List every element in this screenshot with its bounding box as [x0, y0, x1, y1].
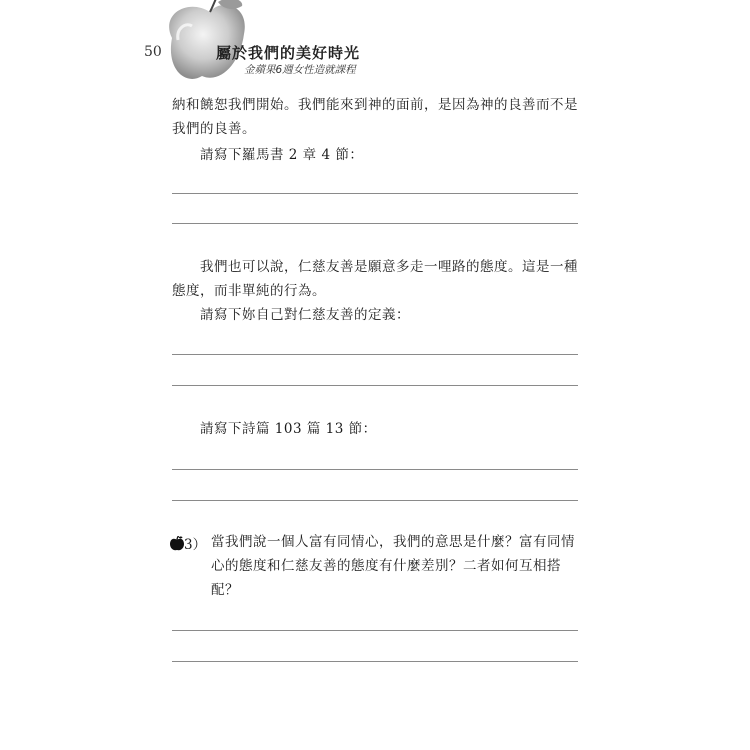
- question-marker: [170, 533, 206, 553]
- paragraph-line: 我們也可以說，仁慈友善是願意多走一哩路的態度。這是一種: [200, 259, 578, 275]
- answer-line: [172, 661, 578, 662]
- question-line: 當我們說一個人富有同情心，我們的意思是什麼？富有同情: [211, 534, 575, 550]
- answer-line: [172, 500, 578, 501]
- question-line: 配？: [211, 582, 239, 598]
- paragraph-line: 態度，而非單純的行為。: [172, 283, 326, 299]
- answer-line: [172, 469, 578, 470]
- answer-line: [172, 385, 578, 386]
- writing-prompt: 請寫下詩篇 103 篇 13 節：: [200, 421, 377, 437]
- running-title: 屬於我們的美好時光: [216, 44, 361, 62]
- question-number: 3）: [184, 537, 207, 553]
- running-subtitle: 金蘋果6週女性造就課程: [244, 64, 356, 76]
- answer-line: [172, 223, 578, 224]
- apple-bullet-icon: [170, 536, 184, 551]
- writing-prompt: 請寫下妳自己對仁慈友善的定義：: [200, 307, 410, 323]
- question-line: 心的態度和仁慈友善的態度有什麼差別？二者如何互相搭: [211, 558, 561, 574]
- answer-line: [172, 354, 578, 355]
- answer-line: [172, 193, 578, 194]
- paragraph-line: 納和饒恕我們開始。我們能來到神的面前，是因為神的良善而不是: [172, 97, 578, 113]
- writing-prompt: 請寫下羅馬書 2 章 4 節：: [200, 147, 364, 163]
- answer-line: [172, 630, 578, 631]
- page-number: 50: [144, 44, 162, 60]
- paragraph-line: 我們的良善。: [172, 121, 256, 137]
- question-text: [211, 530, 591, 602]
